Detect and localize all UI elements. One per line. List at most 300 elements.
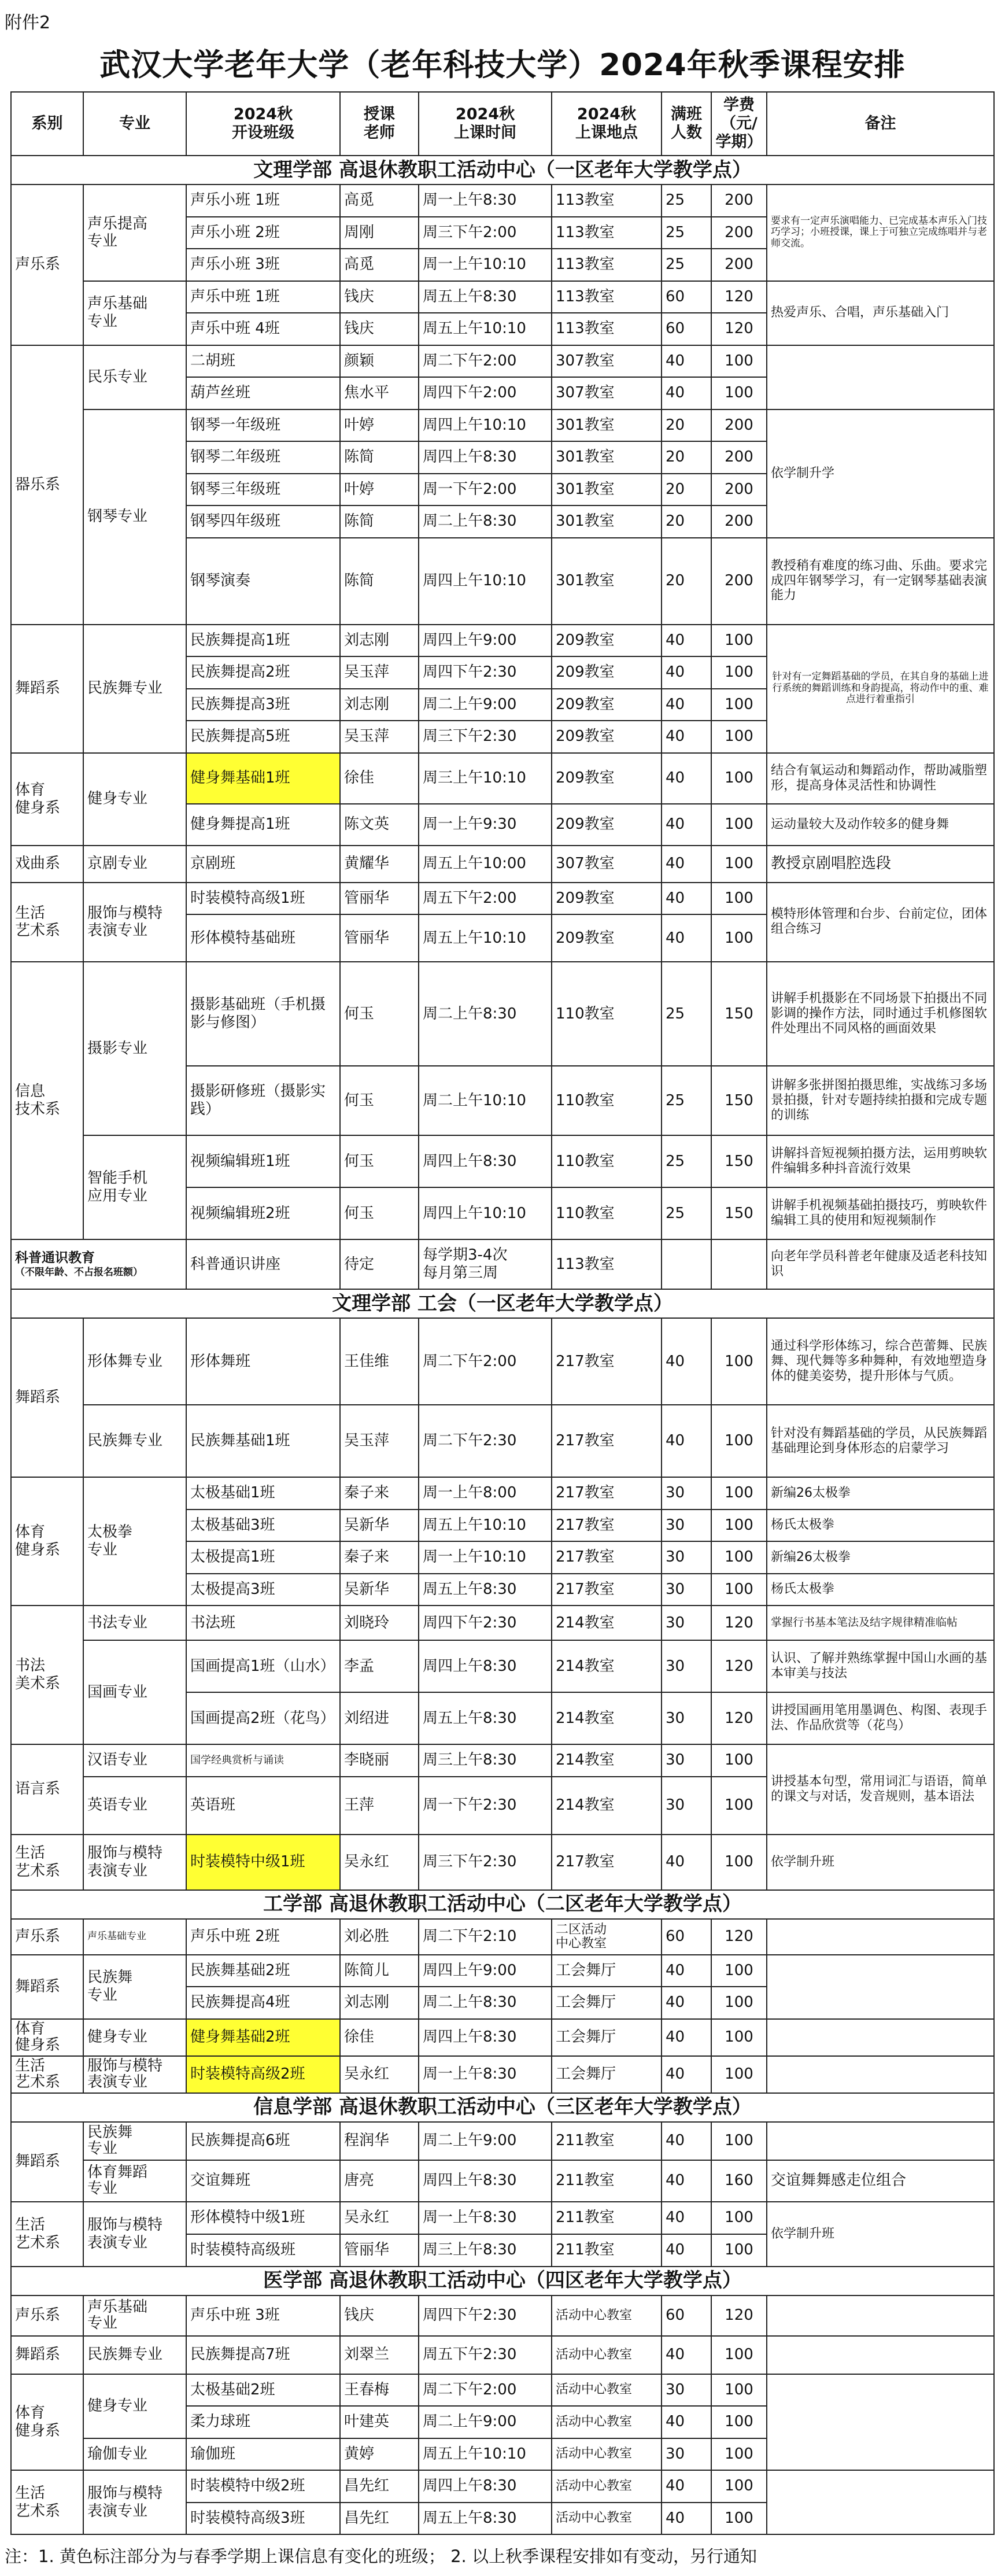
dept-cell: 声乐系: [11, 184, 83, 345]
major-cell: 健身专业: [83, 2374, 186, 2438]
note-cell: 杨氏太极拳: [767, 1510, 994, 1542]
teacher-cell: 叶婷: [340, 474, 419, 506]
note-cell: 讲解手机摄影在不同场景下拍摄出不同影调的操作方法，同时通过手机修图软件处理出不同风格的画面效果: [767, 962, 994, 1066]
table-row: [11, 1835, 994, 1890]
major-cell: 钢琴专业: [83, 409, 186, 625]
dept-cell: 器乐系: [11, 345, 83, 625]
kepu-title: 科普通识教育: [15, 1250, 95, 1266]
place-cell: 301教室: [552, 441, 662, 474]
time-cell: 每学期3-4次 每月第三周: [419, 1239, 552, 1289]
time-cell: 周四下午2:30: [419, 656, 552, 689]
time-cell: 周一上午8:00: [419, 1477, 552, 1510]
place-cell: 110教室: [552, 1066, 662, 1135]
header-major: 专业: [83, 92, 186, 156]
fee-cell: 100: [711, 1955, 767, 1987]
capacity-cell: 40: [662, 2122, 711, 2160]
teacher-cell: 待定: [340, 1239, 419, 1289]
class-cell: 民族舞提高2班: [186, 656, 340, 689]
class-cell: 声乐中班 2班: [186, 1919, 340, 1955]
time-cell: 周一上午9:30: [419, 804, 552, 846]
fee-cell: 120: [711, 2295, 767, 2336]
time-cell: 周二上午8:30: [419, 962, 552, 1066]
major-cell: 民族舞专业: [83, 1405, 186, 1477]
teacher-cell: 陈简: [340, 538, 419, 625]
teacher-cell: 昌先红: [340, 2503, 419, 2535]
place-cell: 209教室: [552, 914, 662, 962]
capacity-cell: 60: [662, 2295, 711, 2336]
table-row: [11, 345, 994, 378]
time-cell: 周三上午8:30: [419, 2234, 552, 2267]
fee-cell: 100: [711, 1318, 767, 1405]
teacher-cell: 何玉: [340, 1187, 419, 1239]
teacher-cell: 吴玉萍: [340, 721, 419, 753]
teacher-cell: 李孟: [340, 1640, 419, 1692]
teacher-cell: 黄耀华: [340, 846, 419, 883]
table-row: [11, 625, 994, 657]
fee-cell: 100: [711, 2019, 767, 2056]
section-title: 医学部 高退休教职工活动中心（四区老年大学教学点）: [11, 2267, 994, 2295]
time-cell: 周三下午2:30: [419, 721, 552, 753]
table-row: [11, 2019, 994, 2056]
note-cell: 杨氏太极拳: [767, 1574, 994, 1606]
class-cell: 摄影基础班（手机摄影与修图）: [186, 962, 340, 1066]
place-cell: 217教室: [552, 1318, 662, 1405]
header-capacity: 满班 人数: [662, 92, 711, 156]
time-cell: 周二上午8:30: [419, 505, 552, 538]
section-title: 信息学部 高退休教职工活动中心（三区老年大学教学点）: [11, 2093, 994, 2122]
class-cell: 时装模特高级2班: [186, 2056, 340, 2093]
major-cell: 摄影专业: [83, 962, 186, 1135]
time-cell: 周一上午8:30: [419, 184, 552, 217]
class-cell: 葫芦丝班: [186, 377, 340, 409]
major-cell: 民族舞专业: [83, 625, 186, 753]
time-cell: 周四下午2:30: [419, 2295, 552, 2336]
header-place: 2024秋 上课地点: [552, 92, 662, 156]
table-row: [11, 2056, 994, 2093]
time-cell: 周四上午8:30: [419, 441, 552, 474]
class-cell: 钢琴三年级班: [186, 474, 340, 506]
capacity-cell: 25: [662, 1066, 711, 1135]
note-cell: 要求有一定声乐演唱能力、已完成基本声乐入门技巧学习；小班授课，课上于可独立完成练唱并与老师交流。: [767, 184, 994, 281]
teacher-cell: 管丽华: [340, 914, 419, 962]
note-cell: [767, 345, 994, 409]
teacher-cell: 颜颖: [340, 345, 419, 378]
place-cell: 110教室: [552, 962, 662, 1066]
place-cell: 113教室: [552, 313, 662, 345]
class-cell: 民族舞提高1班: [186, 625, 340, 657]
time-cell: 周五下午2:00: [419, 883, 552, 915]
note-cell: 结合有氧运动和舞蹈动作，帮助减脂塑形，提高身体灵活性和协调性: [767, 753, 994, 804]
note-cell: 讲解多张拼图拍摄思维，实战练习多场景拍摄，针对专题持续拍摄和完成专题的训练: [767, 1066, 994, 1135]
capacity-cell: 40: [662, 2019, 711, 2056]
teacher-cell: 叶建英: [340, 2406, 419, 2438]
class-cell: 柔力球班: [186, 2406, 340, 2438]
class-cell: 时装模特高级1班: [186, 883, 340, 915]
class-cell: 民族舞提高5班: [186, 721, 340, 753]
capacity-cell: 30: [662, 1477, 711, 1510]
dept-cell: 声乐系: [11, 2295, 83, 2336]
place-cell: 工会舞厅: [552, 2056, 662, 2093]
capacity-cell: 40: [662, 1405, 711, 1477]
teacher-cell: 钱庆: [340, 313, 419, 345]
time-cell: 周一下午2:00: [419, 474, 552, 506]
note-cell: 热爱声乐、合唱，声乐基础入门: [767, 281, 994, 345]
time-cell: 周二上午9:00: [419, 2122, 552, 2160]
time-cell: 周一上午10:10: [419, 249, 552, 281]
footer-note: 注：1. 黄色标注部分为与春季学期上课信息有变化的班级； 2. 以上秋季课程安排如有变动，另行通知: [5, 2547, 757, 2566]
capacity-cell: 40: [662, 1955, 711, 1987]
note-cell: [767, 2122, 994, 2160]
class-cell: 交谊舞班: [186, 2160, 340, 2202]
major-cell: 服饰与模特 表演专业: [83, 2202, 186, 2267]
note-cell: 针对没有舞蹈基础的学员，从民族舞蹈基础理论到身体形态的启蒙学习: [767, 1405, 994, 1477]
header-time: 2024秋 上课时间: [419, 92, 552, 156]
place-cell: 209教室: [552, 883, 662, 915]
class-cell: 钢琴演奏: [186, 538, 340, 625]
fee-cell: 100: [711, 656, 767, 689]
header-note: 备注: [767, 92, 994, 156]
fee-cell: 100: [711, 625, 767, 657]
time-cell: 周二下午2:00: [419, 2374, 552, 2407]
teacher-cell: 刘志刚: [340, 625, 419, 657]
class-cell: 民族舞提高3班: [186, 689, 340, 721]
teacher-cell: 陈简: [340, 441, 419, 474]
teacher-cell: 刘翠兰: [340, 2336, 419, 2374]
header-row: [11, 92, 994, 156]
place-cell: 工会舞厅: [552, 2019, 662, 2056]
fee-cell: 200: [711, 249, 767, 281]
time-cell: 周五上午8:30: [419, 281, 552, 313]
time-cell: 周五上午8:30: [419, 2503, 552, 2535]
teacher-cell: 何玉: [340, 962, 419, 1066]
fee-cell: 100: [711, 2438, 767, 2471]
place-cell: 二区活动 中心教室: [552, 1919, 662, 1955]
teacher-cell: 吴新华: [340, 1574, 419, 1606]
class-cell: 视频编辑班1班: [186, 1135, 340, 1187]
place-cell: 209教室: [552, 721, 662, 753]
class-cell: 形体模特中级1班: [186, 2202, 340, 2234]
note-cell: [767, 2295, 994, 2336]
fee-cell: 200: [711, 505, 767, 538]
dept-cell: 语言系: [11, 1744, 83, 1835]
fee-cell: 100: [711, 1987, 767, 2019]
major-cell: 声乐基础 专业: [83, 281, 186, 345]
class-cell: 声乐中班 1班: [186, 281, 340, 313]
capacity-cell: 25: [662, 1187, 711, 1239]
teacher-cell: 何玉: [340, 1066, 419, 1135]
note-cell: [767, 2374, 994, 2471]
table-row: [11, 2470, 994, 2503]
class-cell: 视频编辑班2班: [186, 1187, 340, 1239]
major-cell: 民族舞 专业: [83, 2122, 186, 2160]
teacher-cell: 秦子来: [340, 1541, 419, 1574]
class-cell: 钢琴二年级班: [186, 441, 340, 474]
table-row: [11, 846, 994, 883]
note-cell: 掌握行书基本笔法及结字规律精准临帖: [767, 1606, 994, 1640]
time-cell: 周四上午8:30: [419, 2160, 552, 2202]
time-cell: 周一下午2:30: [419, 1777, 552, 1835]
dept-cell: 体育 健身系: [11, 2374, 83, 2471]
class-cell: 时装模特中级2班: [186, 2470, 340, 2503]
fee-cell: 100: [711, 1510, 767, 1542]
major-cell: 健身专业: [83, 753, 186, 846]
major-cell: 京剧专业: [83, 846, 186, 883]
teacher-cell: 李晓丽: [340, 1744, 419, 1777]
note-cell: 教授稍有难度的练习曲、乐曲。要求完成四年钢琴学习，有一定钢琴基础表演能力: [767, 538, 994, 625]
note-cell: 依学制升学: [767, 409, 994, 538]
note-cell: [767, 2336, 994, 2374]
fee-cell: 100: [711, 914, 767, 962]
dept-cell: 信息 技术系: [11, 962, 83, 1239]
capacity-cell: 40: [662, 883, 711, 915]
teacher-cell: 王佳维: [340, 1318, 419, 1405]
class-cell: 太极提高1班: [186, 1541, 340, 1574]
time-cell: 周三上午8:30: [419, 1744, 552, 1777]
class-cell: 民族舞提高6班: [186, 2122, 340, 2160]
capacity-cell: 30: [662, 1510, 711, 1542]
capacity-cell: 40: [662, 689, 711, 721]
class-cell: 钢琴一年级班: [186, 409, 340, 442]
header-dept: 系别: [11, 92, 83, 156]
class-cell: 太极提高3班: [186, 1574, 340, 1606]
major-cell: 声乐基础专业: [83, 1919, 186, 1955]
place-cell: 活动中心教室: [552, 2406, 662, 2438]
time-cell: 周五上午10:00: [419, 846, 552, 883]
place-cell: 工会舞厅: [552, 1987, 662, 2019]
major-cell: 民族舞专业: [83, 2336, 186, 2374]
time-cell: 周四上午10:10: [419, 1187, 552, 1239]
fee-cell: 100: [711, 2122, 767, 2160]
time-cell: 周二上午9:00: [419, 2406, 552, 2438]
time-cell: 周四上午8:30: [419, 1640, 552, 1692]
capacity-cell: 40: [662, 753, 711, 804]
place-cell: 209教室: [552, 804, 662, 846]
fee-cell: 100: [711, 377, 767, 409]
time-cell: 周二下午2:30: [419, 1405, 552, 1477]
fee-cell: 100: [711, 345, 767, 378]
place-cell: 301教室: [552, 538, 662, 625]
capacity-cell: 40: [662, 846, 711, 883]
time-cell: 周三下午2:00: [419, 217, 552, 249]
place-cell: 工会舞厅: [552, 1955, 662, 1987]
table-row: [11, 2374, 994, 2407]
capacity-cell: 40: [662, 804, 711, 846]
table-row: [11, 883, 994, 915]
capacity-cell: 40: [662, 1318, 711, 1405]
fee-cell: 100: [711, 2470, 767, 2503]
class-cell: 摄影研修班（摄影实践）: [186, 1066, 340, 1135]
note-cell: 运动量较大及动作较多的健身舞: [767, 804, 994, 846]
place-cell: 217教室: [552, 1835, 662, 1890]
class-cell: 京剧班: [186, 846, 340, 883]
class-cell: 时装模特中级1班: [186, 1835, 340, 1890]
capacity-cell: 25: [662, 1135, 711, 1187]
place-cell: 209教室: [552, 753, 662, 804]
note-cell: 依学制升班: [767, 2202, 994, 2267]
time-cell: 周五上午8:30: [419, 1692, 552, 1744]
class-cell: 国学经典赏析与诵读: [186, 1744, 340, 1777]
class-cell: 民族舞提高4班: [186, 1987, 340, 2019]
class-cell: 科普通识讲座: [186, 1239, 340, 1289]
teacher-cell: 周刚: [340, 217, 419, 249]
place-cell: 217教室: [552, 1510, 662, 1542]
teacher-cell: 吴永红: [340, 2056, 419, 2093]
capacity-cell: 30: [662, 1606, 711, 1640]
time-cell: 周五上午10:10: [419, 1510, 552, 1542]
table-row: [11, 1405, 994, 1477]
class-cell: 民族舞提高7班: [186, 2336, 340, 2374]
capacity-cell: 40: [662, 2336, 711, 2374]
dept-cell: 舞蹈系: [11, 625, 83, 753]
major-cell: 汉语专业: [83, 1744, 186, 1777]
class-cell: 书法班: [186, 1606, 340, 1640]
fee-cell: 200: [711, 474, 767, 506]
time-cell: 周五上午10:10: [419, 313, 552, 345]
dept-cell: 书法 美术系: [11, 1606, 83, 1744]
header-teacher: 授课 老师: [340, 92, 419, 156]
note-cell: [767, 2019, 994, 2056]
capacity-cell: 60: [662, 1919, 711, 1955]
header-class: 2024秋 开设班级: [186, 92, 340, 156]
teacher-cell: 吴永红: [340, 2202, 419, 2234]
fee-cell: 100: [711, 1477, 767, 1510]
capacity-cell: 25: [662, 184, 711, 217]
time-cell: 周四上午8:30: [419, 2470, 552, 2503]
fee-cell: 100: [711, 1541, 767, 1574]
note-cell: 讲解抖音短视频拍摄方法，运用剪映软件编辑多种抖音流行效果: [767, 1135, 994, 1187]
time-cell: 周四上午8:30: [419, 1135, 552, 1187]
time-cell: 周一上午10:10: [419, 1541, 552, 1574]
place-cell: 209教室: [552, 689, 662, 721]
dept-cell: 戏曲系: [11, 846, 83, 883]
fee-cell: 100: [711, 2336, 767, 2374]
dept-cell: 舞蹈系: [11, 1318, 83, 1477]
note-cell: 依学制升班: [767, 1835, 994, 1890]
fee-cell: 100: [711, 804, 767, 846]
fee-cell: 200: [711, 184, 767, 217]
time-cell: 周五上午10:10: [419, 914, 552, 962]
note-cell: [767, 2470, 994, 2534]
table-row: [11, 2295, 994, 2336]
teacher-cell: 王春梅: [340, 2374, 419, 2407]
class-cell: 太极基础3班: [186, 1510, 340, 1542]
capacity-cell: 40: [662, 2234, 711, 2267]
fee-cell: 150: [711, 962, 767, 1066]
fee-cell: 150: [711, 1187, 767, 1239]
major-cell: 服饰与模特 表演专业: [83, 883, 186, 962]
major-cell: 太极拳 专业: [83, 1477, 186, 1606]
place-cell: 211教室: [552, 2122, 662, 2160]
time-cell: 周二上午8:30: [419, 1987, 552, 2019]
major-cell: 体育舞蹈 专业: [83, 2160, 186, 2202]
fee-cell: 100: [711, 883, 767, 915]
capacity-cell: 40: [662, 345, 711, 378]
place-cell: 307教室: [552, 377, 662, 409]
fee-cell: 100: [711, 2503, 767, 2535]
table-row: [11, 753, 994, 804]
major-cell: 书法专业: [83, 1606, 186, 1640]
note-cell: 向老年学员科普老年健康及适老科技知识: [767, 1239, 994, 1289]
time-cell: 周一上午8:30: [419, 2202, 552, 2234]
class-cell: 钢琴四年级班: [186, 505, 340, 538]
time-cell: 周一上午8:30: [419, 2056, 552, 2093]
place-cell: 活动中心教室: [552, 2336, 662, 2374]
table-row: [11, 409, 994, 442]
place-cell: 113教室: [552, 281, 662, 313]
teacher-cell: 唐亮: [340, 2160, 419, 2202]
time-cell: 周二上午10:10: [419, 1066, 552, 1135]
class-cell: 英语班: [186, 1777, 340, 1835]
time-cell: 周四上午10:10: [419, 409, 552, 442]
capacity-cell: 40: [662, 2503, 711, 2535]
capacity-cell: 20: [662, 409, 711, 442]
teacher-cell: 钱庆: [340, 281, 419, 313]
fee-cell: 120: [711, 1640, 767, 1692]
class-cell: 声乐中班 4班: [186, 313, 340, 345]
fee-cell: 100: [711, 1574, 767, 1606]
place-cell: 307教室: [552, 846, 662, 883]
capacity-cell: 40: [662, 2406, 711, 2438]
fee-cell: 100: [711, 2056, 767, 2093]
fee-cell: 160: [711, 2160, 767, 2202]
teacher-cell: 何玉: [340, 1135, 419, 1187]
place-cell: 307教室: [552, 345, 662, 378]
time-cell: 周五上午10:10: [419, 2438, 552, 2471]
time-cell: 周四上午8:30: [419, 2019, 552, 2056]
class-cell: 国画提高2班（花鸟）: [186, 1692, 340, 1744]
teacher-cell: 刘志刚: [340, 689, 419, 721]
time-cell: 周四下午2:30: [419, 1606, 552, 1640]
capacity-cell: 20: [662, 474, 711, 506]
teacher-cell: 管丽华: [340, 2234, 419, 2267]
table-row: [11, 1744, 994, 1777]
fee-cell: 100: [711, 1744, 767, 1777]
teacher-cell: 秦子来: [340, 1477, 419, 1510]
time-cell: 周五下午2:30: [419, 2336, 552, 2374]
fee-cell: 120: [711, 1919, 767, 1955]
time-cell: 周四上午9:00: [419, 625, 552, 657]
place-cell: 209教室: [552, 656, 662, 689]
capacity-cell: 40: [662, 721, 711, 753]
class-cell: 二胡班: [186, 345, 340, 378]
capacity-cell: 40: [662, 1835, 711, 1890]
place-cell: 217教室: [552, 1574, 662, 1606]
class-cell: 声乐小班 1班: [186, 184, 340, 217]
note-cell: 通过科学形体练习，综合芭蕾舞、民族舞、现代舞等多种舞种，有效地塑造身体的健美姿势，提升形体与气质。: [767, 1318, 994, 1405]
capacity-cell: 40: [662, 914, 711, 962]
table-row: [11, 962, 994, 1066]
capacity-cell: 40: [662, 656, 711, 689]
teacher-cell: 叶婷: [340, 409, 419, 442]
note-cell: 讲授国画用笔用墨调色、构图、表现手法、作品欣赏等（花鸟）: [767, 1692, 994, 1744]
capacity-cell: 30: [662, 2374, 711, 2407]
place-cell: 217教室: [552, 1405, 662, 1477]
fee-cell: 200: [711, 538, 767, 625]
dept-cell: 体育 健身系: [11, 2019, 83, 2056]
fee-cell: 120: [711, 313, 767, 345]
dept-cell: 生活 艺术系: [11, 1835, 83, 1890]
place-cell: 113教室: [552, 217, 662, 249]
time-cell: 周四上午10:10: [419, 538, 552, 625]
place-cell: 活动中心教室: [552, 2295, 662, 2336]
class-cell: 健身舞提高1班: [186, 804, 340, 846]
time-cell: 周二下午2:00: [419, 1318, 552, 1405]
class-cell: 健身舞基础1班: [186, 753, 340, 804]
place-cell: 214教室: [552, 1744, 662, 1777]
note-cell: 交谊舞舞感走位组合: [767, 2160, 994, 2202]
class-cell: 国画提高1班（山水）: [186, 1640, 340, 1692]
class-cell: 时装模特高级班: [186, 2234, 340, 2267]
